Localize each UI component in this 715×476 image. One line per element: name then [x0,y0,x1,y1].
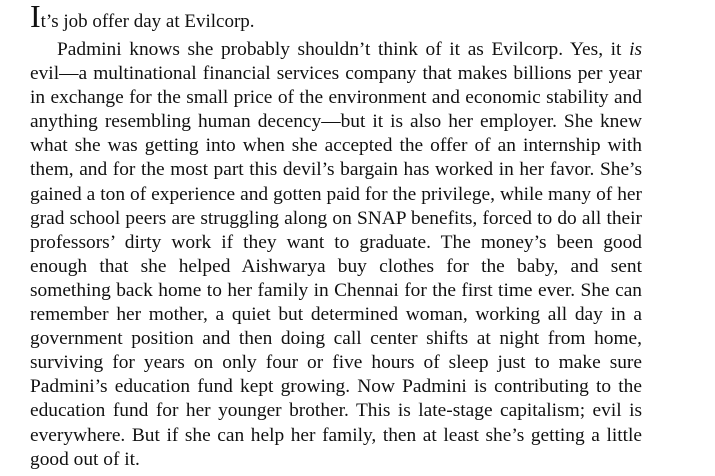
drop-cap: I [30,0,41,34]
body-paragraph [30,38,642,472]
emphasized-word: is [629,39,642,60]
document-page [30,2,642,472]
opening-text: t’s job offer day at Evilcorp. [40,11,255,32]
opening-line [30,2,642,38]
paragraph-text-start: Padmini knows she probably shouldn’t think of it as Evilcorp. Yes, it [57,39,630,60]
paragraph-text-rest: evil—a multinational financial services company that makes billions per year in exchange for the small price of the environment and economic stability and anything resembling human decency—but it is also her employer. She knew what she was getting into when she accepted the offer of an internship with them, and for the most part this devil’s bargain has worked in her favor. She’s gained a ton of experience and gotten paid for the privilege, while many of her grad school peers are struggling along on SNAP benefits, forced to do all their professors’ dirty work if they want to graduate. The money’s been good enough that she helped Aishwarya buy clothes for the baby, and sent something back home to her family in Chennai for the first time ever. She can remember her mother, a quiet but determined woman, working all day in a government position and then doing call center shifts at night from home, surviving for years on only four or five hours of sleep just to make sure Padmini’s education fund kept growing. Now Padmini is contributing to the education fund for her younger brother. This is late-stage capitalism; evil is everywhere. But if she can help her family, then at least she’s getting a little good out of it. [30,63,642,470]
